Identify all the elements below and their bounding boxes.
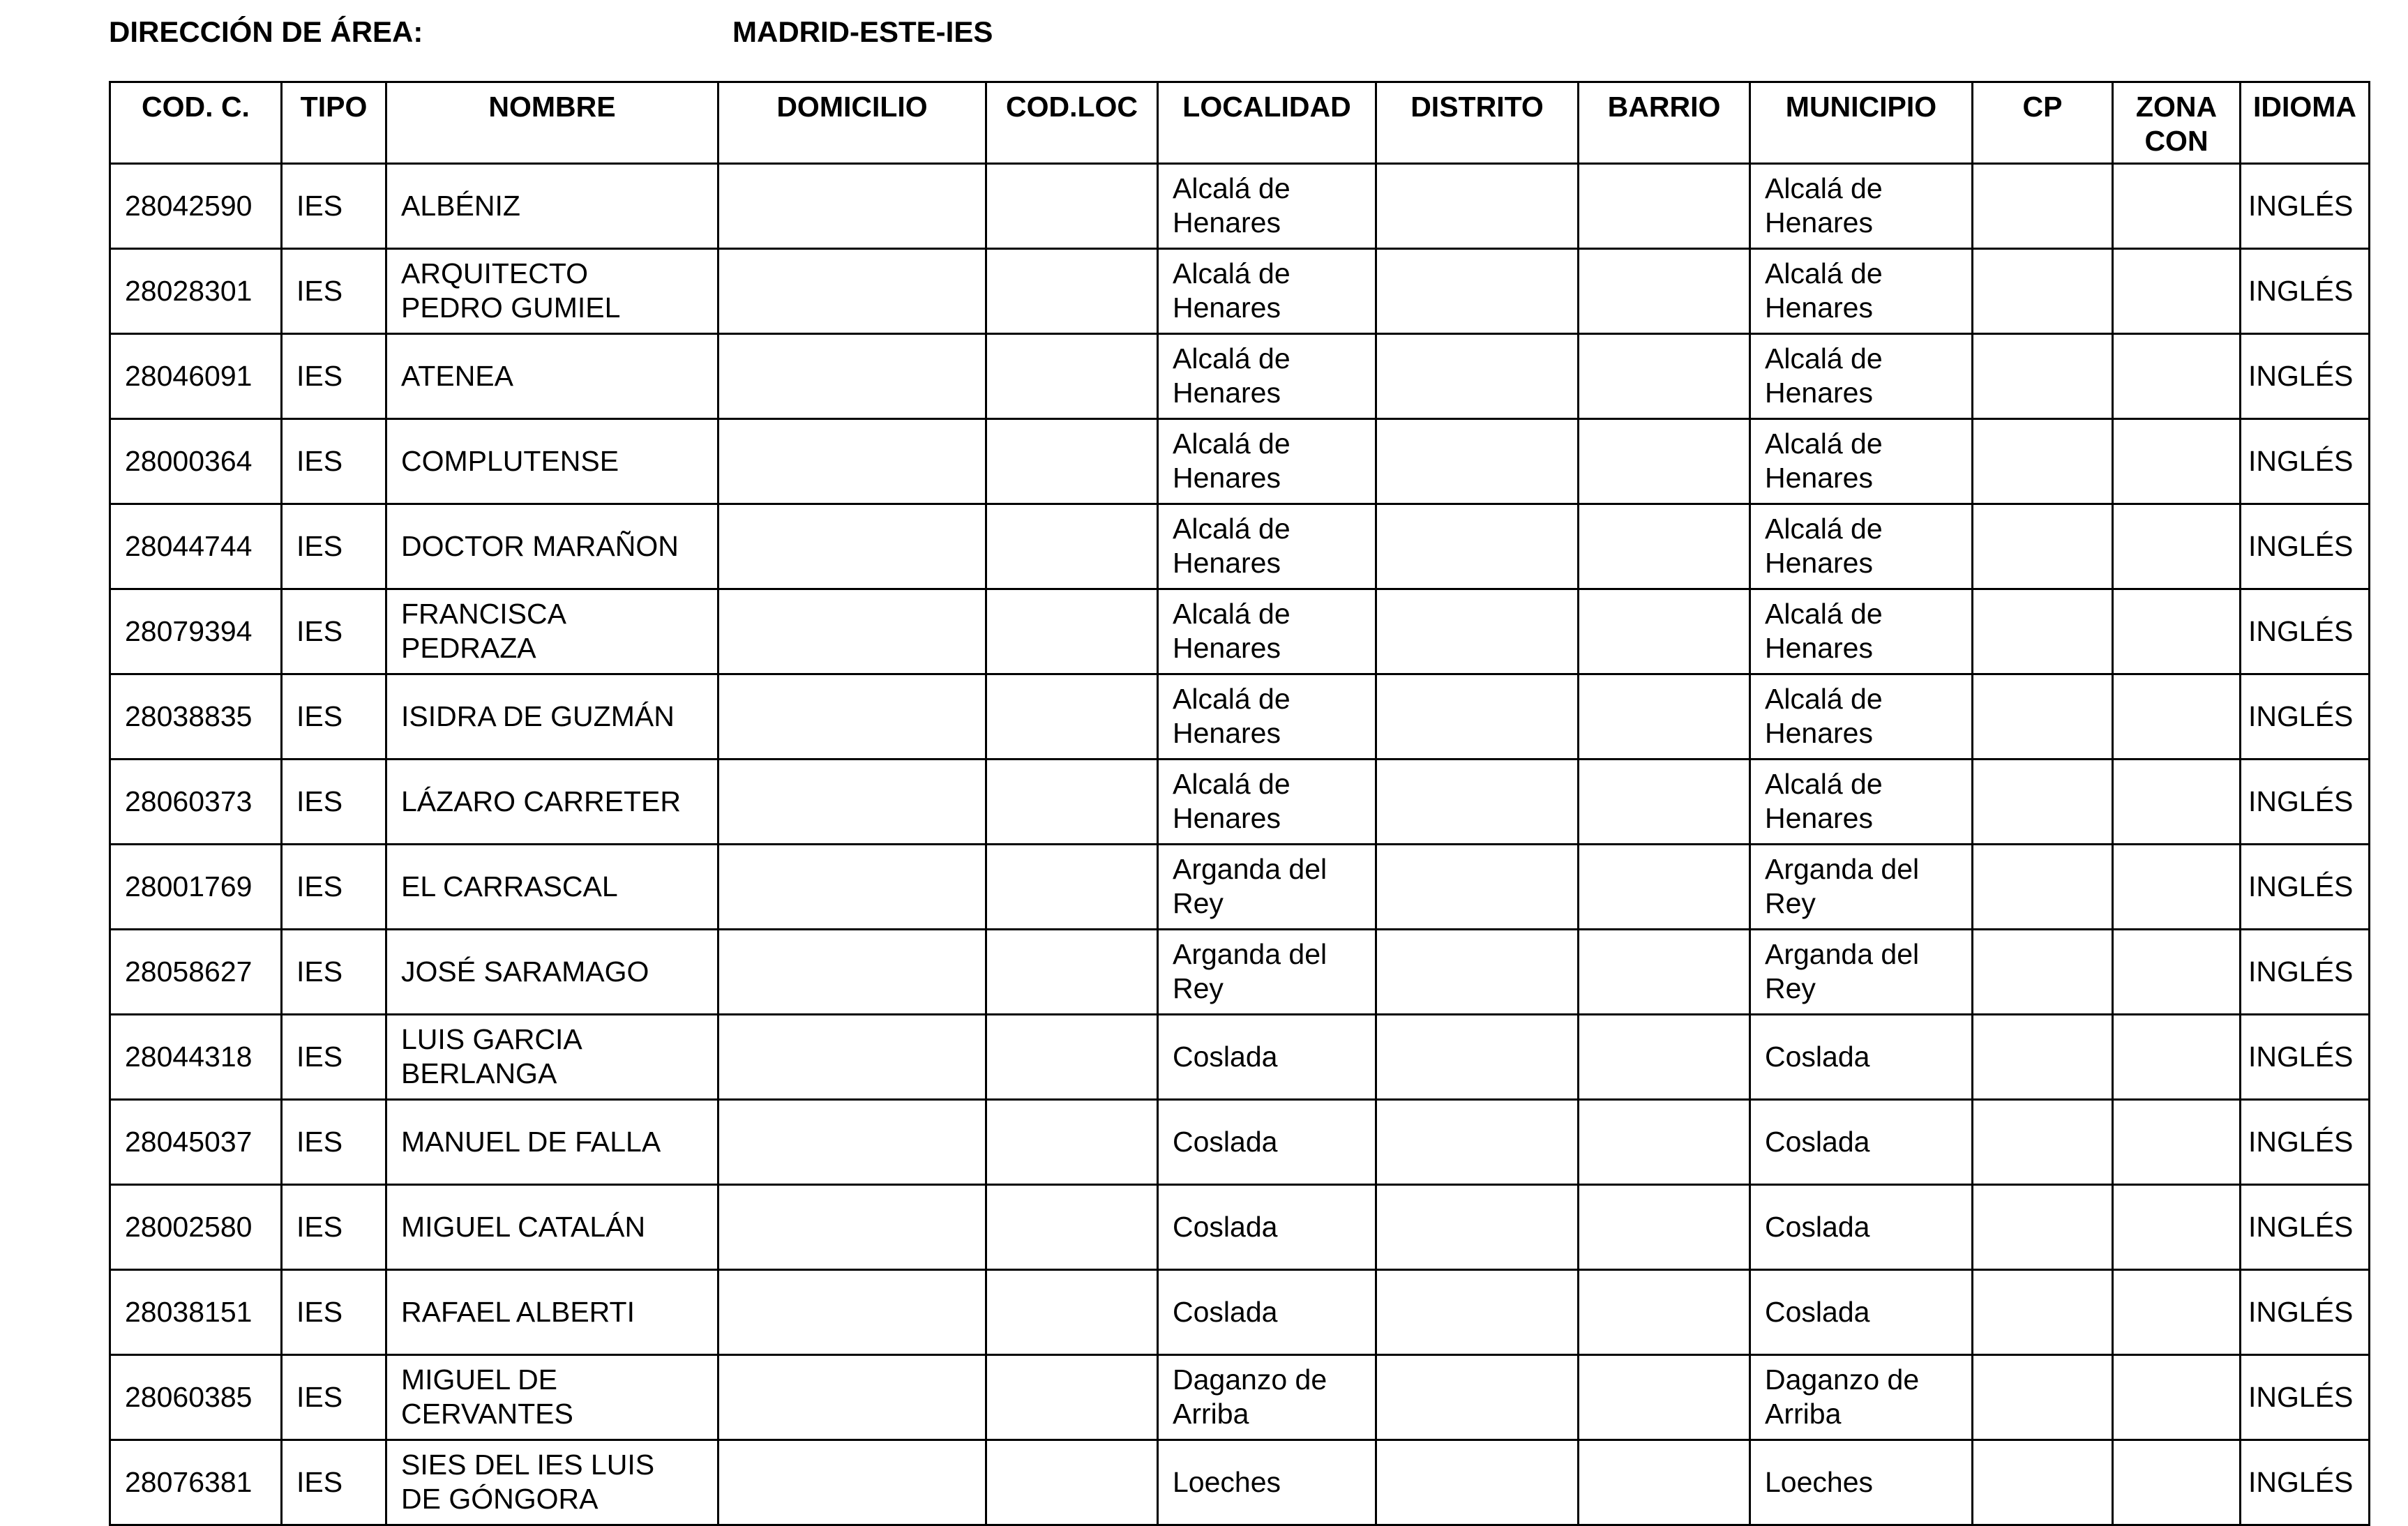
table-row — [110, 1269, 2370, 1354]
cell-barrio — [1579, 248, 1750, 333]
cell-distrito — [1376, 1099, 1579, 1184]
cell-cp — [1973, 248, 2113, 333]
cell-zona-con — [2113, 1184, 2241, 1269]
cell-nombre: LÁZARO CARRETER — [386, 759, 718, 844]
cell-nombre: MIGUEL CATALÁN — [386, 1184, 718, 1269]
cell-domicilio — [718, 248, 986, 333]
cell-barrio — [1579, 589, 1750, 674]
cell-localidad: Arganda del Rey — [1158, 844, 1376, 929]
table-row — [110, 759, 2370, 844]
cell-localidad: Coslada — [1158, 1269, 1376, 1354]
cell-cod-loc — [986, 589, 1158, 674]
cell-idioma: INGLÉS — [2241, 1014, 2370, 1099]
cell-cod-c: 28079394 — [110, 589, 282, 674]
column-header-tipo: TIPO — [282, 82, 386, 164]
table-row — [110, 1014, 2370, 1099]
cell-municipio: Coslada — [1750, 1269, 1973, 1354]
table-row — [110, 504, 2370, 589]
cell-zona-con — [2113, 333, 2241, 418]
table-row — [110, 674, 2370, 759]
cell-domicilio — [718, 1354, 986, 1440]
column-header-localidad: LOCALIDAD — [1158, 82, 1376, 164]
column-header-cod-c: COD. C. — [110, 82, 282, 164]
cell-idioma: INGLÉS — [2241, 1354, 2370, 1440]
cell-nombre: MIGUEL DE CERVANTES — [386, 1354, 718, 1440]
cell-tipo: IES — [282, 418, 386, 504]
cell-municipio: Loeches — [1750, 1440, 1973, 1525]
cell-barrio — [1579, 1184, 1750, 1269]
cell-municipio: Coslada — [1750, 1184, 1973, 1269]
cell-localidad: Alcalá de Henares — [1158, 163, 1376, 248]
cell-distrito — [1376, 248, 1579, 333]
cell-localidad: Alcalá de Henares — [1158, 333, 1376, 418]
cell-localidad: Alcalá de Henares — [1158, 418, 1376, 504]
cell-cod-c: 28042590 — [110, 163, 282, 248]
cell-tipo: IES — [282, 1440, 386, 1525]
cell-localidad: Alcalá de Henares — [1158, 674, 1376, 759]
column-header-distrito: DISTRITO — [1376, 82, 1579, 164]
cell-cod-loc — [986, 759, 1158, 844]
cell-cp — [1973, 589, 2113, 674]
cell-zona-con — [2113, 418, 2241, 504]
area-label: DIRECCIÓN DE ÁREA: — [109, 15, 423, 48]
column-header-barrio: BARRIO — [1579, 82, 1750, 164]
cell-cod-c: 28045037 — [110, 1099, 282, 1184]
cell-cod-c: 28002580 — [110, 1184, 282, 1269]
cell-domicilio — [718, 504, 986, 589]
cell-barrio — [1579, 929, 1750, 1014]
cell-barrio — [1579, 844, 1750, 929]
cell-idioma: INGLÉS — [2241, 844, 2370, 929]
cell-cp — [1973, 333, 2113, 418]
cell-tipo: IES — [282, 1184, 386, 1269]
cell-idioma: INGLÉS — [2241, 589, 2370, 674]
table-row — [110, 1184, 2370, 1269]
cell-localidad: Alcalá de Henares — [1158, 759, 1376, 844]
cell-domicilio — [718, 1014, 986, 1099]
cell-domicilio — [718, 589, 986, 674]
cell-cod-c: 28044744 — [110, 504, 282, 589]
cell-barrio — [1579, 1440, 1750, 1525]
cell-cp — [1973, 674, 2113, 759]
cell-distrito — [1376, 1354, 1579, 1440]
cell-cp — [1973, 1440, 2113, 1525]
cell-distrito — [1376, 163, 1579, 248]
table-row — [110, 1354, 2370, 1440]
cell-cod-loc — [986, 1184, 1158, 1269]
cell-nombre: JOSÉ SARAMAGO — [386, 929, 718, 1014]
cell-distrito — [1376, 1184, 1579, 1269]
table-row — [110, 929, 2370, 1014]
cell-zona-con — [2113, 248, 2241, 333]
cell-barrio — [1579, 418, 1750, 504]
table-row — [110, 589, 2370, 674]
cell-idioma: INGLÉS — [2241, 674, 2370, 759]
cell-nombre: ATENEA — [386, 333, 718, 418]
cell-cod-c: 28001769 — [110, 844, 282, 929]
cell-municipio: Alcalá de Henares — [1750, 333, 1973, 418]
cell-distrito — [1376, 589, 1579, 674]
cell-municipio: Alcalá de Henares — [1750, 248, 1973, 333]
cell-barrio — [1579, 1354, 1750, 1440]
cell-idioma: INGLÉS — [2241, 248, 2370, 333]
cell-municipio: Alcalá de Henares — [1750, 589, 1973, 674]
cell-distrito — [1376, 844, 1579, 929]
cell-municipio: Alcalá de Henares — [1750, 759, 1973, 844]
cell-tipo: IES — [282, 674, 386, 759]
cell-domicilio — [718, 759, 986, 844]
cell-cp — [1973, 1099, 2113, 1184]
cell-idioma: INGLÉS — [2241, 504, 2370, 589]
cell-nombre: RAFAEL ALBERTI — [386, 1269, 718, 1354]
cell-cod-loc — [986, 674, 1158, 759]
table-row — [110, 163, 2370, 248]
cell-domicilio — [718, 674, 986, 759]
cell-domicilio — [718, 844, 986, 929]
cell-tipo: IES — [282, 844, 386, 929]
cell-domicilio — [718, 163, 986, 248]
cell-idioma: INGLÉS — [2241, 333, 2370, 418]
cell-tipo: IES — [282, 1269, 386, 1354]
cell-distrito — [1376, 418, 1579, 504]
cell-nombre: DOCTOR MARAÑON — [386, 504, 718, 589]
cell-tipo: IES — [282, 589, 386, 674]
cell-zona-con — [2113, 759, 2241, 844]
cell-municipio: Alcalá de Henares — [1750, 163, 1973, 248]
cell-municipio: Daganzo de Arriba — [1750, 1354, 1973, 1440]
cell-distrito — [1376, 674, 1579, 759]
cell-tipo: IES — [282, 759, 386, 844]
cell-cod-loc — [986, 1440, 1158, 1525]
cell-cp — [1973, 1269, 2113, 1354]
schools-table — [109, 81, 2370, 1526]
cell-nombre: FRANCISCA PEDRAZA — [386, 589, 718, 674]
area-value: MADRID-ESTE-IES — [732, 15, 993, 48]
cell-barrio — [1579, 1269, 1750, 1354]
table-header-row — [110, 82, 2370, 164]
cell-localidad: Alcalá de Henares — [1158, 589, 1376, 674]
column-header-municipio: MUNICIPIO — [1750, 82, 1973, 164]
cell-cod-loc — [986, 844, 1158, 929]
cell-barrio — [1579, 674, 1750, 759]
cell-idioma: INGLÉS — [2241, 759, 2370, 844]
column-header-idioma: IDIOMA — [2241, 82, 2370, 164]
cell-tipo: IES — [282, 333, 386, 418]
cell-localidad: Coslada — [1158, 1099, 1376, 1184]
cell-cod-c: 28046091 — [110, 333, 282, 418]
cell-localidad: Loeches — [1158, 1440, 1376, 1525]
cell-nombre: SIES DEL IES LUIS DE GÓNGORA — [386, 1440, 718, 1525]
cell-cp — [1973, 1014, 2113, 1099]
cell-barrio — [1579, 759, 1750, 844]
cell-cod-c: 28058627 — [110, 929, 282, 1014]
cell-barrio — [1579, 163, 1750, 248]
table-row — [110, 1099, 2370, 1184]
cell-zona-con — [2113, 1354, 2241, 1440]
cell-zona-con — [2113, 929, 2241, 1014]
cell-cp — [1973, 929, 2113, 1014]
cell-tipo: IES — [282, 1099, 386, 1184]
cell-idioma: INGLÉS — [2241, 418, 2370, 504]
cell-localidad: Arganda del Rey — [1158, 929, 1376, 1014]
cell-barrio — [1579, 504, 1750, 589]
cell-cod-loc — [986, 248, 1158, 333]
cell-zona-con — [2113, 589, 2241, 674]
cell-municipio: Coslada — [1750, 1014, 1973, 1099]
cell-cod-c: 28028301 — [110, 248, 282, 333]
cell-cod-c: 28000364 — [110, 418, 282, 504]
table-row — [110, 248, 2370, 333]
cell-nombre: ARQUITECTO PEDRO GUMIEL — [386, 248, 718, 333]
cell-cp — [1973, 504, 2113, 589]
table-row — [110, 1440, 2370, 1525]
cell-cp — [1973, 1354, 2113, 1440]
cell-tipo: IES — [282, 929, 386, 1014]
cell-tipo: IES — [282, 504, 386, 589]
cell-zona-con — [2113, 1269, 2241, 1354]
cell-distrito — [1376, 1440, 1579, 1525]
cell-cod-loc — [986, 504, 1158, 589]
cell-zona-con — [2113, 1440, 2241, 1525]
cell-cod-c: 28060373 — [110, 759, 282, 844]
document-header — [109, 15, 993, 49]
table-body — [110, 163, 2370, 1525]
cell-localidad: Coslada — [1158, 1014, 1376, 1099]
cell-distrito — [1376, 929, 1579, 1014]
cell-cod-loc — [986, 1014, 1158, 1099]
cell-municipio: Alcalá de Henares — [1750, 504, 1973, 589]
cell-cod-c: 28060385 — [110, 1354, 282, 1440]
cell-idioma: INGLÉS — [2241, 1440, 2370, 1525]
cell-zona-con — [2113, 504, 2241, 589]
cell-localidad: Daganzo de Arriba — [1158, 1354, 1376, 1440]
table-row — [110, 333, 2370, 418]
cell-idioma: INGLÉS — [2241, 929, 2370, 1014]
cell-idioma: INGLÉS — [2241, 1099, 2370, 1184]
cell-idioma: INGLÉS — [2241, 163, 2370, 248]
cell-tipo: IES — [282, 163, 386, 248]
cell-cod-loc — [986, 163, 1158, 248]
cell-nombre: ISIDRA DE GUZMÁN — [386, 674, 718, 759]
cell-cod-loc — [986, 1099, 1158, 1184]
cell-nombre: LUIS GARCIA BERLANGA — [386, 1014, 718, 1099]
cell-zona-con — [2113, 1014, 2241, 1099]
cell-domicilio — [718, 1184, 986, 1269]
column-header-cod-loc: COD.LOC — [986, 82, 1158, 164]
cell-localidad: Alcalá de Henares — [1158, 248, 1376, 333]
cell-domicilio — [718, 418, 986, 504]
cell-tipo: IES — [282, 1014, 386, 1099]
cell-distrito — [1376, 1269, 1579, 1354]
cell-distrito — [1376, 1014, 1579, 1099]
cell-zona-con — [2113, 163, 2241, 248]
cell-cod-c: 28038835 — [110, 674, 282, 759]
cell-municipio: Alcalá de Henares — [1750, 674, 1973, 759]
cell-barrio — [1579, 1014, 1750, 1099]
cell-barrio — [1579, 1099, 1750, 1184]
cell-idioma: INGLÉS — [2241, 1269, 2370, 1354]
cell-domicilio — [718, 333, 986, 418]
cell-idioma: INGLÉS — [2241, 1184, 2370, 1269]
table-row — [110, 844, 2370, 929]
cell-cod-loc — [986, 1354, 1158, 1440]
cell-municipio: Arganda del Rey — [1750, 844, 1973, 929]
cell-barrio — [1579, 333, 1750, 418]
cell-municipio: Arganda del Rey — [1750, 929, 1973, 1014]
cell-municipio: Alcalá de Henares — [1750, 418, 1973, 504]
cell-nombre: EL CARRASCAL — [386, 844, 718, 929]
cell-cod-loc — [986, 333, 1158, 418]
cell-cod-c: 28076381 — [110, 1440, 282, 1525]
cell-localidad: Alcalá de Henares — [1158, 504, 1376, 589]
cell-distrito — [1376, 504, 1579, 589]
cell-cod-c: 28038151 — [110, 1269, 282, 1354]
cell-zona-con — [2113, 1099, 2241, 1184]
cell-domicilio — [718, 1269, 986, 1354]
cell-cp — [1973, 1184, 2113, 1269]
cell-nombre: MANUEL DE FALLA — [386, 1099, 718, 1184]
column-header-nombre: NOMBRE — [386, 82, 718, 164]
cell-cod-loc — [986, 1269, 1158, 1354]
cell-cp — [1973, 759, 2113, 844]
cell-domicilio — [718, 929, 986, 1014]
cell-domicilio — [718, 1440, 986, 1525]
cell-cp — [1973, 844, 2113, 929]
cell-tipo: IES — [282, 1354, 386, 1440]
cell-cp — [1973, 163, 2113, 248]
cell-municipio: Coslada — [1750, 1099, 1973, 1184]
cell-zona-con — [2113, 844, 2241, 929]
cell-tipo: IES — [282, 248, 386, 333]
cell-nombre: ALBÉNIZ — [386, 163, 718, 248]
cell-nombre: COMPLUTENSE — [386, 418, 718, 504]
cell-cp — [1973, 418, 2113, 504]
column-header-domicilio: DOMICILIO — [718, 82, 986, 164]
cell-distrito — [1376, 759, 1579, 844]
cell-cod-loc — [986, 929, 1158, 1014]
cell-localidad: Coslada — [1158, 1184, 1376, 1269]
cell-domicilio — [718, 1099, 986, 1184]
cell-zona-con — [2113, 674, 2241, 759]
column-header-zona-con: ZONA CON — [2113, 82, 2241, 164]
cell-distrito — [1376, 333, 1579, 418]
cell-cod-loc — [986, 418, 1158, 504]
cell-cod-c: 28044318 — [110, 1014, 282, 1099]
column-header-cp: CP — [1973, 82, 2113, 164]
table-row — [110, 418, 2370, 504]
